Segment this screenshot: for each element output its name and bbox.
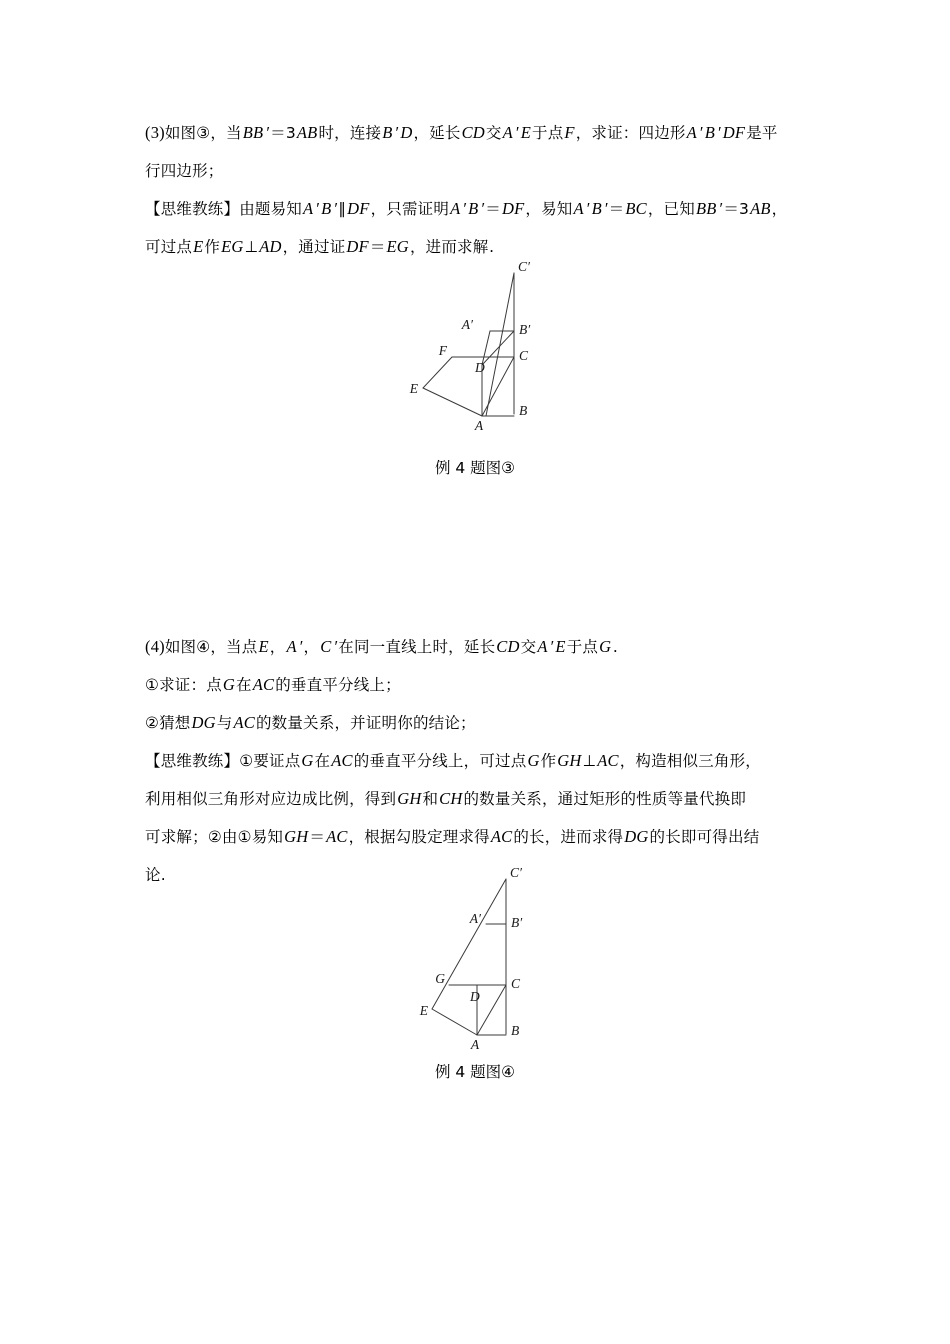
perpendicular-symbol: ⊥ [244,238,259,256]
math-run: AC [326,827,348,846]
math-run: G [599,637,612,656]
text-run: ， [771,200,788,218]
text-run: ，构造相似三角形， [619,752,761,770]
text-run: 易知 [251,828,284,846]
text-run: 于点 [532,124,564,142]
segment-EF [423,357,452,388]
math-run: AB [296,123,318,142]
math-run: F [564,123,575,142]
paragraph-3-line-1 [145,114,805,152]
text-run: 交 [520,638,537,656]
prime-mark: ′ [315,199,320,218]
math-run: E [520,123,531,142]
math-run: GH [557,751,582,770]
period-mark: . [613,637,618,656]
text-run: 时，连接 [318,124,382,142]
enum-marker-1: ① [237,828,252,846]
math-run: GH [397,789,422,808]
text-run: 行四边形； [145,162,224,180]
segment-CA [477,985,506,1035]
figure-4-caption: 例 4 题图④ [434,1063,516,1081]
prime-mark: ′ [394,123,399,142]
figure-4-label-A: A [470,1037,480,1052]
figure-3-label-F: F [438,343,447,358]
text-run: 的长即可得出结 [649,828,760,846]
math-run: EG [221,237,244,256]
coach-4-line-3 [145,818,805,856]
math-run: AC [331,751,353,770]
paragraph-3-line-2 [145,152,805,190]
enum-marker-1: ① [239,752,254,770]
math-run: DF [346,237,369,256]
figure-4-label-Aprime: A′ [469,911,481,926]
figure-3-label-B: B [519,403,528,418]
text-run: 论. [145,866,166,884]
text-run: 在同一直线上时，延长 [338,638,496,656]
math-run: G [222,675,236,694]
math-run: A [537,637,548,656]
figure-3-label-D: D [475,360,485,375]
prime-mark: ′ [549,637,554,656]
figure-3-label-Cprime: C′ [518,259,530,274]
math-run: A [573,199,584,218]
math-run: DF [501,199,525,218]
math-run: AB [750,199,771,218]
figure-4-label-B: B [511,1023,520,1038]
prime-mark: ′ [480,199,485,218]
segment-CprimeA [486,273,514,416]
math-run: BC [625,199,647,218]
item-number-4: (4) [145,637,165,656]
text-run: 猜想 [159,714,191,732]
math-run: CD [461,123,485,142]
prime-mark: ′ [265,123,270,142]
math-run: E [555,637,566,656]
text-run: 于点 [566,638,599,656]
text-run: 在 [314,752,331,770]
item-number-3: (3) [145,123,165,142]
figure-4 [400,865,580,1055]
math-run: AC [597,751,619,770]
figure-3-label-Bprime: B′ [519,322,531,337]
prime-mark: ′ [603,199,608,218]
text-run: 的数量关系，通过矩形的性质等量代换即 [463,790,747,808]
figure-4-label-D: D [470,989,480,1004]
prime-mark: ′ [333,637,338,656]
math-run: AD [259,237,282,256]
text-run: 作 [540,752,557,770]
math-run: CD [496,637,520,656]
math-run: C [320,637,332,656]
period-mark: . [489,237,494,256]
segment-EA [432,1009,477,1035]
text-run: ，进而求解 [409,238,489,256]
math-run: AC [233,713,255,732]
math-run: B [591,199,602,218]
math-run: A [286,637,297,656]
figure-3-label-E: E [409,381,418,396]
text-run: 的垂直平分线上，可过点 [353,752,527,770]
text-run: 的长，进而求得 [513,828,624,846]
paragraph-4-item-2 [145,704,805,742]
section-4-text [145,628,805,894]
text-run: 利用相似三角形对应边成比例，得到 [145,790,397,808]
figure-3-label-Aprime: A′ [461,317,473,332]
text-run: 作 [204,238,221,256]
text-run: ，易知 [525,200,573,218]
enum-marker-2: ② [145,714,160,732]
math-run: CH [439,789,463,808]
text-run: 在 [236,676,252,694]
math-run: AC [252,675,275,694]
text-run: 求证：点 [159,676,222,694]
prime-mark: ′ [698,123,703,142]
math-run: B [382,123,393,142]
text-run: ，通过证 [282,238,346,256]
text-run: ， [269,638,286,656]
prime-mark: ′ [718,199,723,218]
math-run: BB [242,123,264,142]
prime-mark: ′ [716,123,721,142]
figure-4-label-E: E [419,1003,428,1018]
coach-label: 【思维教练】 [145,200,240,218]
math-run: DF [722,123,746,142]
text-run: 要证点 [253,752,301,770]
math-run: G [527,751,540,770]
math-run: DF [347,199,370,218]
text-run: ， [303,638,320,656]
text-run: ，只需证明 [370,200,450,218]
figure-4-label-C: C [511,976,521,991]
text-run: 如图④，当点 [164,638,258,656]
prime-mark: ′ [462,199,467,218]
figure-3-svg [390,255,590,445]
equals-symbol: ＝3 [723,200,750,218]
text-run: 交 [485,124,502,142]
text-run: 可求解； [145,828,208,846]
figure-4-svg [400,865,580,1055]
paragraph-4-item-1 [145,666,805,704]
math-run: BB [695,199,717,218]
segment-CA [482,357,514,416]
perpendicular-symbol: ⊥ [582,752,597,770]
figure-4-label-G: G [435,971,445,986]
math-run: AC [490,827,513,846]
math-run: E [258,637,269,656]
math-run: B [468,199,479,218]
math-run: GH [284,827,309,846]
text-run: ，延长 [413,124,461,142]
math-run: E [193,237,204,256]
text-run: 和 [422,790,439,808]
section-3-text [145,114,805,266]
text-run: 是平 [746,124,778,142]
paragraph-4-line-1 [145,628,805,666]
parallel-symbol: ∥ [338,200,347,218]
figure-4-label-Cprime: C′ [510,865,522,880]
figure-3-caption: 例 4 题图③ [434,459,516,477]
equals-symbol: ＝ [309,828,326,846]
enum-marker-2: ② [207,828,222,846]
math-run: G [301,751,314,770]
figure-3-label-A: A [474,418,484,433]
equals-symbol: ＝ [608,200,625,218]
prime-mark: ′ [585,199,590,218]
text-run: 由 [221,828,238,846]
math-run: DG [624,827,649,846]
text-run: ，已知 [647,200,695,218]
math-run: A [450,199,461,218]
figure-4-label-Bprime: B′ [511,915,523,930]
figure-3-label-C: C [519,348,529,363]
equals-symbol: ＝ [485,200,501,218]
coach-4-line-2 [145,780,805,818]
text-run: 如图③，当 [164,124,242,142]
segment-CprimeE [432,879,506,1009]
equals-symbol: ＝ [369,238,386,256]
prime-mark: ′ [333,199,338,218]
math-run: EG [386,237,409,256]
text-run: 的垂直平分线上； [275,676,401,694]
text-run: 可过点 [145,238,193,256]
text-run: 由题易知 [239,200,303,218]
enum-marker-1: ① [145,676,160,694]
coach-label: 【思维教练】 [145,752,240,770]
coach-4-line-1 [145,742,805,780]
prime-mark: ′ [514,123,519,142]
coach-3-line-1 [145,190,805,228]
text-run: 与 [216,714,233,732]
math-run: D [400,123,413,142]
prime-mark: ′ [298,637,303,656]
text-run: 的数量关系，并证明你的结论； [255,714,476,732]
math-run: B [704,123,715,142]
math-run: A [686,123,697,142]
math-run: DG [191,713,216,732]
text-run: ＝3 [270,124,296,142]
segment-EA [423,388,482,416]
math-run: A [502,123,513,142]
text-run: ，根据勾股定理求得 [348,828,490,846]
math-run: A [303,199,314,218]
segment-BprimeD [482,331,514,365]
math-run: B [321,199,332,218]
figure-3 [390,255,590,445]
text-run: ，求证：四边形 [575,124,686,142]
